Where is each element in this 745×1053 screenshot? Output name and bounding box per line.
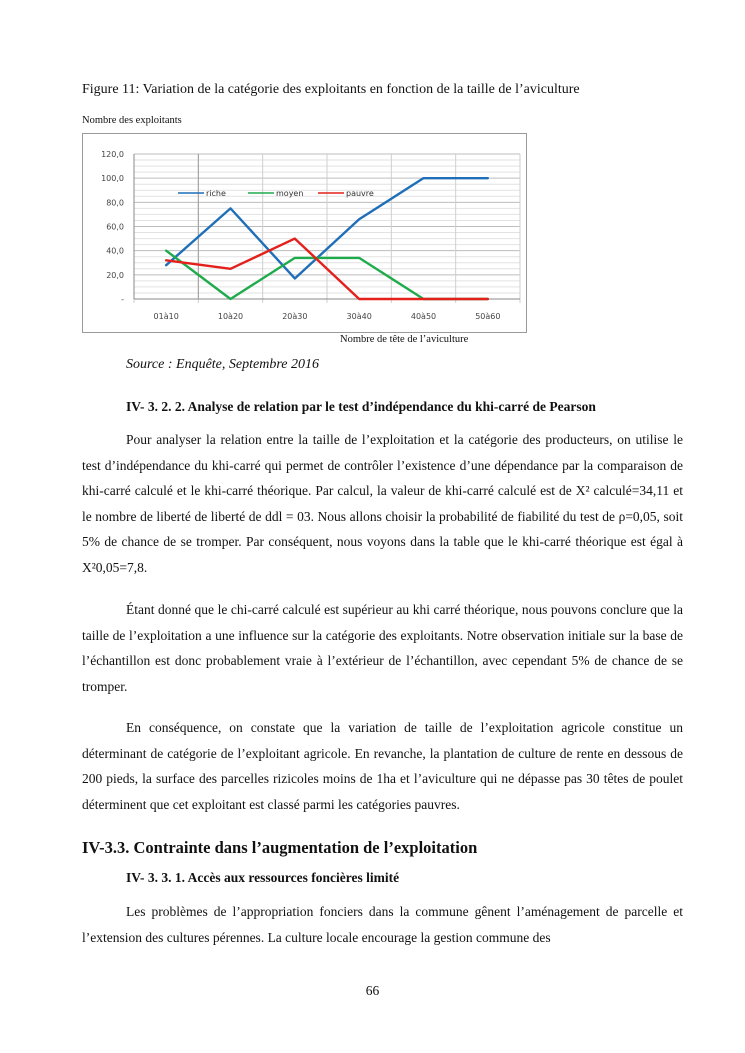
line-chart [82, 133, 528, 333]
y-tick-label: 120,0 [101, 150, 124, 159]
chart-x-axis-label: Nombre de tête de l’aviculture [340, 334, 469, 345]
x-tick-label: 30à40 [346, 312, 372, 321]
section-subheading-iv331: IV- 3. 3. 1. Accès aux ressources foncières limité [126, 870, 400, 885]
y-tick-label: - [121, 295, 124, 304]
x-tick-label: 50à60 [475, 312, 501, 321]
paragraph-foncier: Les problèmes de l’appropriation fonciers dans la commune gênent l’aménagement de parcelle et l’extension des cultures pérennes. La culture locale encourage la gestion commune des [82, 904, 683, 945]
legend-label-riche: riche [206, 189, 226, 198]
y-tick-label: 80,0 [106, 198, 124, 208]
figure-source: Source : Enquête, Septembre 2016 [126, 357, 319, 372]
y-tick-label: 20,0 [106, 270, 124, 280]
y-tick-label: 40,0 [106, 246, 124, 256]
section-heading-iv33: IV-3.3. Contrainte dans l’augmentation de l’exploitation [82, 838, 478, 857]
paragraph-conclusion: Étant donné que le chi-carré calculé est supérieur au khi carré théorique, nous pouvons conclure que la taille de l’exploitation a une influence sur la catégorie des exploitants. Notre observation initiale sur la base de l’échantillon est donc probablement vraie à l’extérieur de l’échantillon, avec cependant 5% de chance de se tromper. [82, 602, 683, 694]
legend-label-moyen: moyen [276, 189, 304, 198]
x-tick-label: 01à10 [153, 312, 179, 321]
chart-y-axis-label: Nombre des exploitants [82, 115, 182, 126]
y-tick-label: 60,0 [106, 222, 124, 232]
page-number: 66 [365, 983, 380, 998]
y-tick-label: 100,0 [101, 174, 124, 184]
x-tick-label: 20à30 [282, 312, 308, 321]
paragraph-consequence: En conséquence, on constate que la variation de taille de l’exploitation agricole constitue un déterminant de catégorie de l’exploitant agricole. En revanche, la plantation de culture de rente en dessous de 200 pieds, la surface des parcelles rizicoles moins de 1ha et l’aviculture qui ne dépasse pas 30 têtes de poulet déterminent que cet exploitant est classé parmi les catégories pauvres. [82, 720, 683, 812]
x-tick-label: 10à20 [217, 312, 244, 321]
paragraph-khi-carre-test: Pour analyser la relation entre la taille de l’exploitation et la catégorie des producteurs, on utilise le test d’indépendance du khi-carré qui permet de contrôler l’existence d’une dépendance par la comparaison de khi-carré calculé et le khi-carré théorique. Par calcul, la valeur de khi-carré calculé est de X² calculé=34,11 et le nombre de liberté de liberté de ddl = 03. Nous allons choisir la probabilité de fiabilité du test de ρ=0,05, soit 5% de chance de se tromper. Par conséquent, nous voyons dans la table que le khi-carré théorique est égal à X²0,05=7,8. [82, 432, 683, 575]
legend-label-pauvre: pauvre [346, 189, 374, 198]
x-tick-label: 40à50 [410, 312, 437, 321]
section-heading-iv322: IV- 3. 2. 2. Analyse de relation par le test d’indépendance du khi-carré de Pearson [126, 399, 596, 414]
figure-caption: Figure 11: Variation de la catégorie des exploitants en fonction de la taille de l’aviculture [82, 82, 580, 97]
